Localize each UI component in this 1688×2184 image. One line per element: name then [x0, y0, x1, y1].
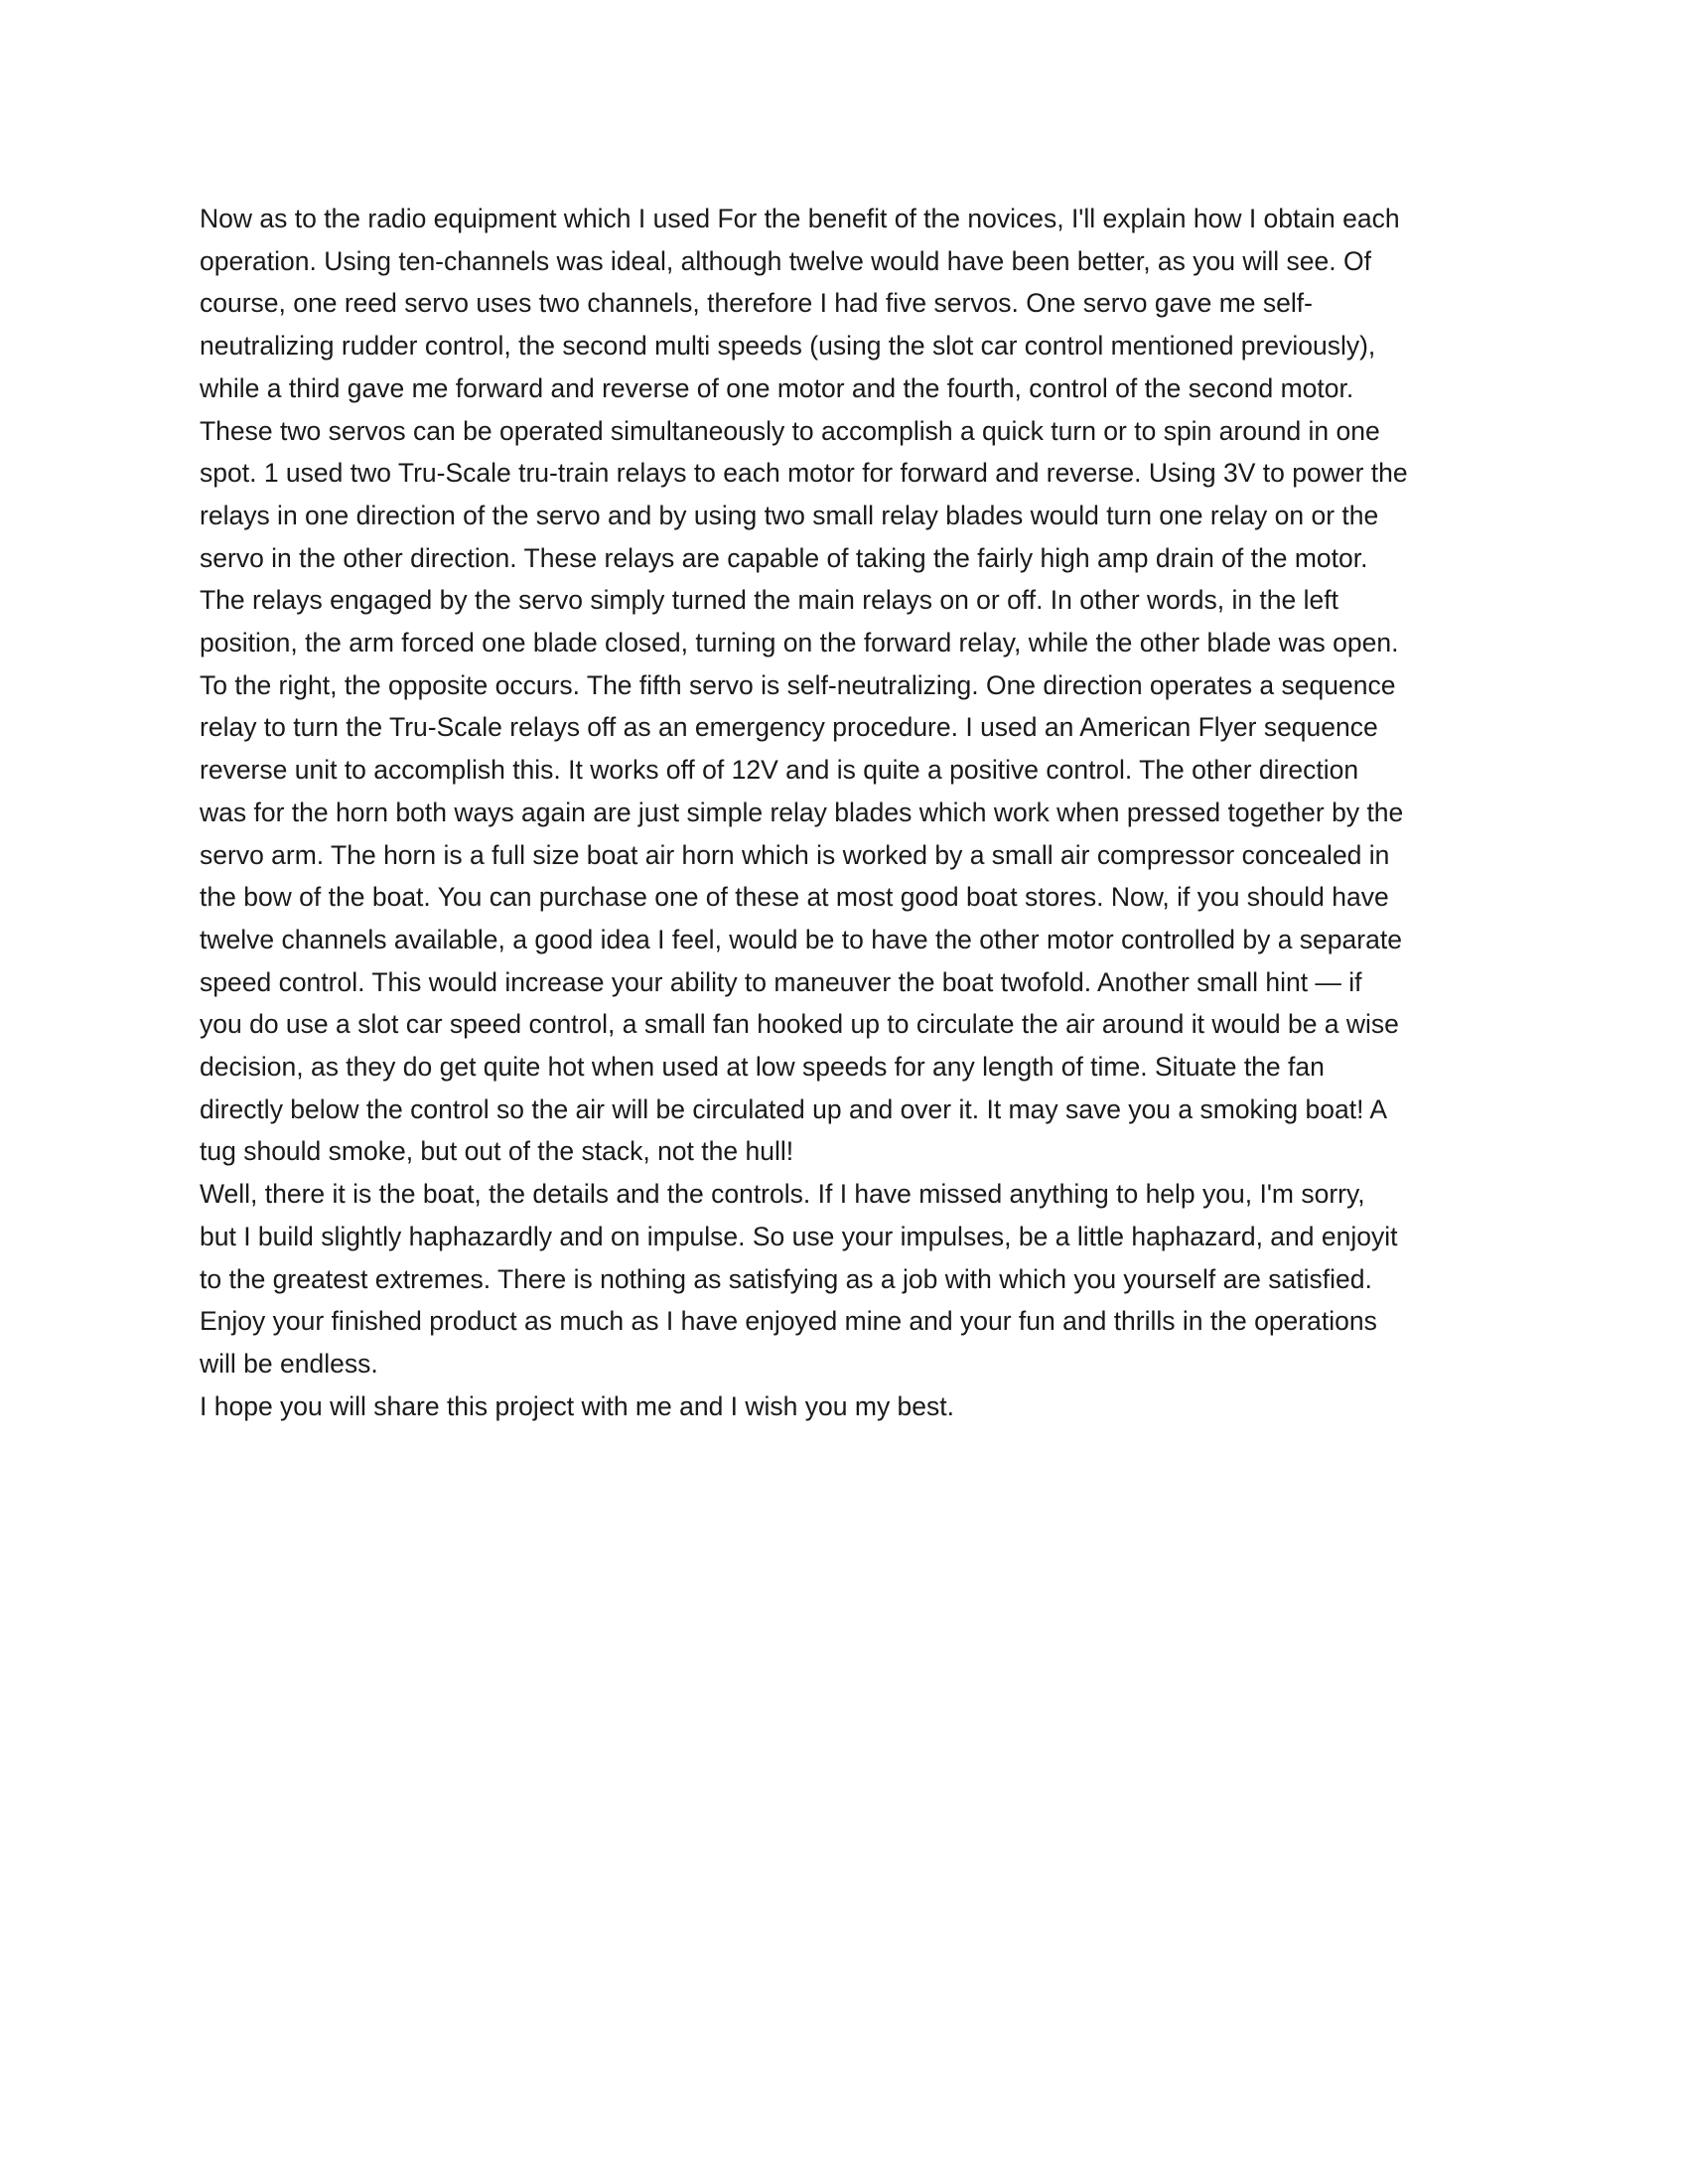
text-line: To the right, the opposite occurs. The fifth servo is self-neutralizing. One direction operates a sequence: [200, 669, 1396, 700]
text-line: relay to turn the Tru-Scale relays off as an emergency procedure. I used an American Flyer sequence: [200, 712, 1378, 743]
text-line: relays in one direction of the servo and by using two small relay blades would turn one relay on or the: [200, 500, 1379, 530]
text-line: you do use a slot car speed control, a small fan hooked up to circulate the air around it would be a wise: [200, 1009, 1399, 1040]
text-line: Now as to the radio equipment which I used For the benefit of the novices, I'll explain how I obtain each: [200, 204, 1400, 233]
text-line: course, one reed servo uses two channels, therefore I had five servos. One servo gave me self-: [200, 288, 1313, 319]
text-line: decision, as they do get quite hot when used at low speeds for any length of time. Situate the fan: [200, 1052, 1325, 1083]
text-line: speed control. This would increase your ability to maneuver the boat twofold. Another small hint — if: [200, 966, 1362, 997]
text-line: twelve channels available, a good idea I feel, would be to have the other motor controlled by a separate: [200, 924, 1402, 954]
text-line: while a third gave me forward and reverse of one motor and the fourth, control of the second motor.: [200, 372, 1354, 403]
text-line: to the greatest extremes. There is nothing as satisfying as a job with which you yourself are satisfied.: [200, 1263, 1372, 1294]
text-line: spot. 1 used two Tru-Scale tru-train relays to each motor for forward and reverse. Using 3V to power the: [200, 458, 1408, 489]
text-line: but I build slightly haphazardly and on impulse. So use your impulses, be a little haphazard, and enjoyit: [200, 1221, 1398, 1251]
text-line: operation. Using ten-channels was ideal, although twelve would have been better, as you will see. Of: [200, 245, 1371, 276]
text-line: reverse unit to accomplish this. It works off of 12V and is quite a positive control. The other direction: [200, 755, 1359, 786]
text-line: The relays engaged by the servo simply turned the main relays on or off. In other words, in the left: [200, 585, 1338, 616]
text-line: position, the arm forced one blade closed, turning on the forward relay, while the other blade was open.: [200, 628, 1399, 658]
text-line: Well, there it is the boat, the details and the controls. If I have missed anything to help you, I'm sorry,: [200, 1179, 1365, 1210]
body-text: [200, 198, 1500, 1427]
text-line: was for the horn both ways again are just simple relay blades which work when pressed together by the: [200, 797, 1404, 827]
text-line: will be endless.: [200, 1348, 378, 1379]
text-line: the bow of the boat. You can purchase one of these at most good boat stores. Now, if you should have: [200, 882, 1389, 913]
text-line: These two servos can be operated simultaneously to accomplish a quick turn or to spin around in one: [200, 415, 1380, 446]
text-line: tug should smoke, but out of the stack, not the hull!: [200, 1136, 794, 1167]
text-line: directly below the control so the air will be circulated up and over it. It may save you a smoking boat! A: [200, 1093, 1388, 1124]
text-line: neutralizing rudder control, the second multi speeds (using the slot car control mentioned previously),: [200, 331, 1376, 362]
text-line: Enjoy your finished product as much as I have enjoyed mine and your fun and thrills in the operations: [200, 1306, 1377, 1337]
text-line: servo arm. The horn is a full size boat air horn which is worked by a small air compressor concealed in: [200, 839, 1390, 870]
text-line: servo in the other direction. These relays are capable of taking the fairly high amp drain of the motor.: [200, 542, 1368, 573]
text-line: I hope you will share this project with me and I wish you my best.: [200, 1390, 955, 1421]
